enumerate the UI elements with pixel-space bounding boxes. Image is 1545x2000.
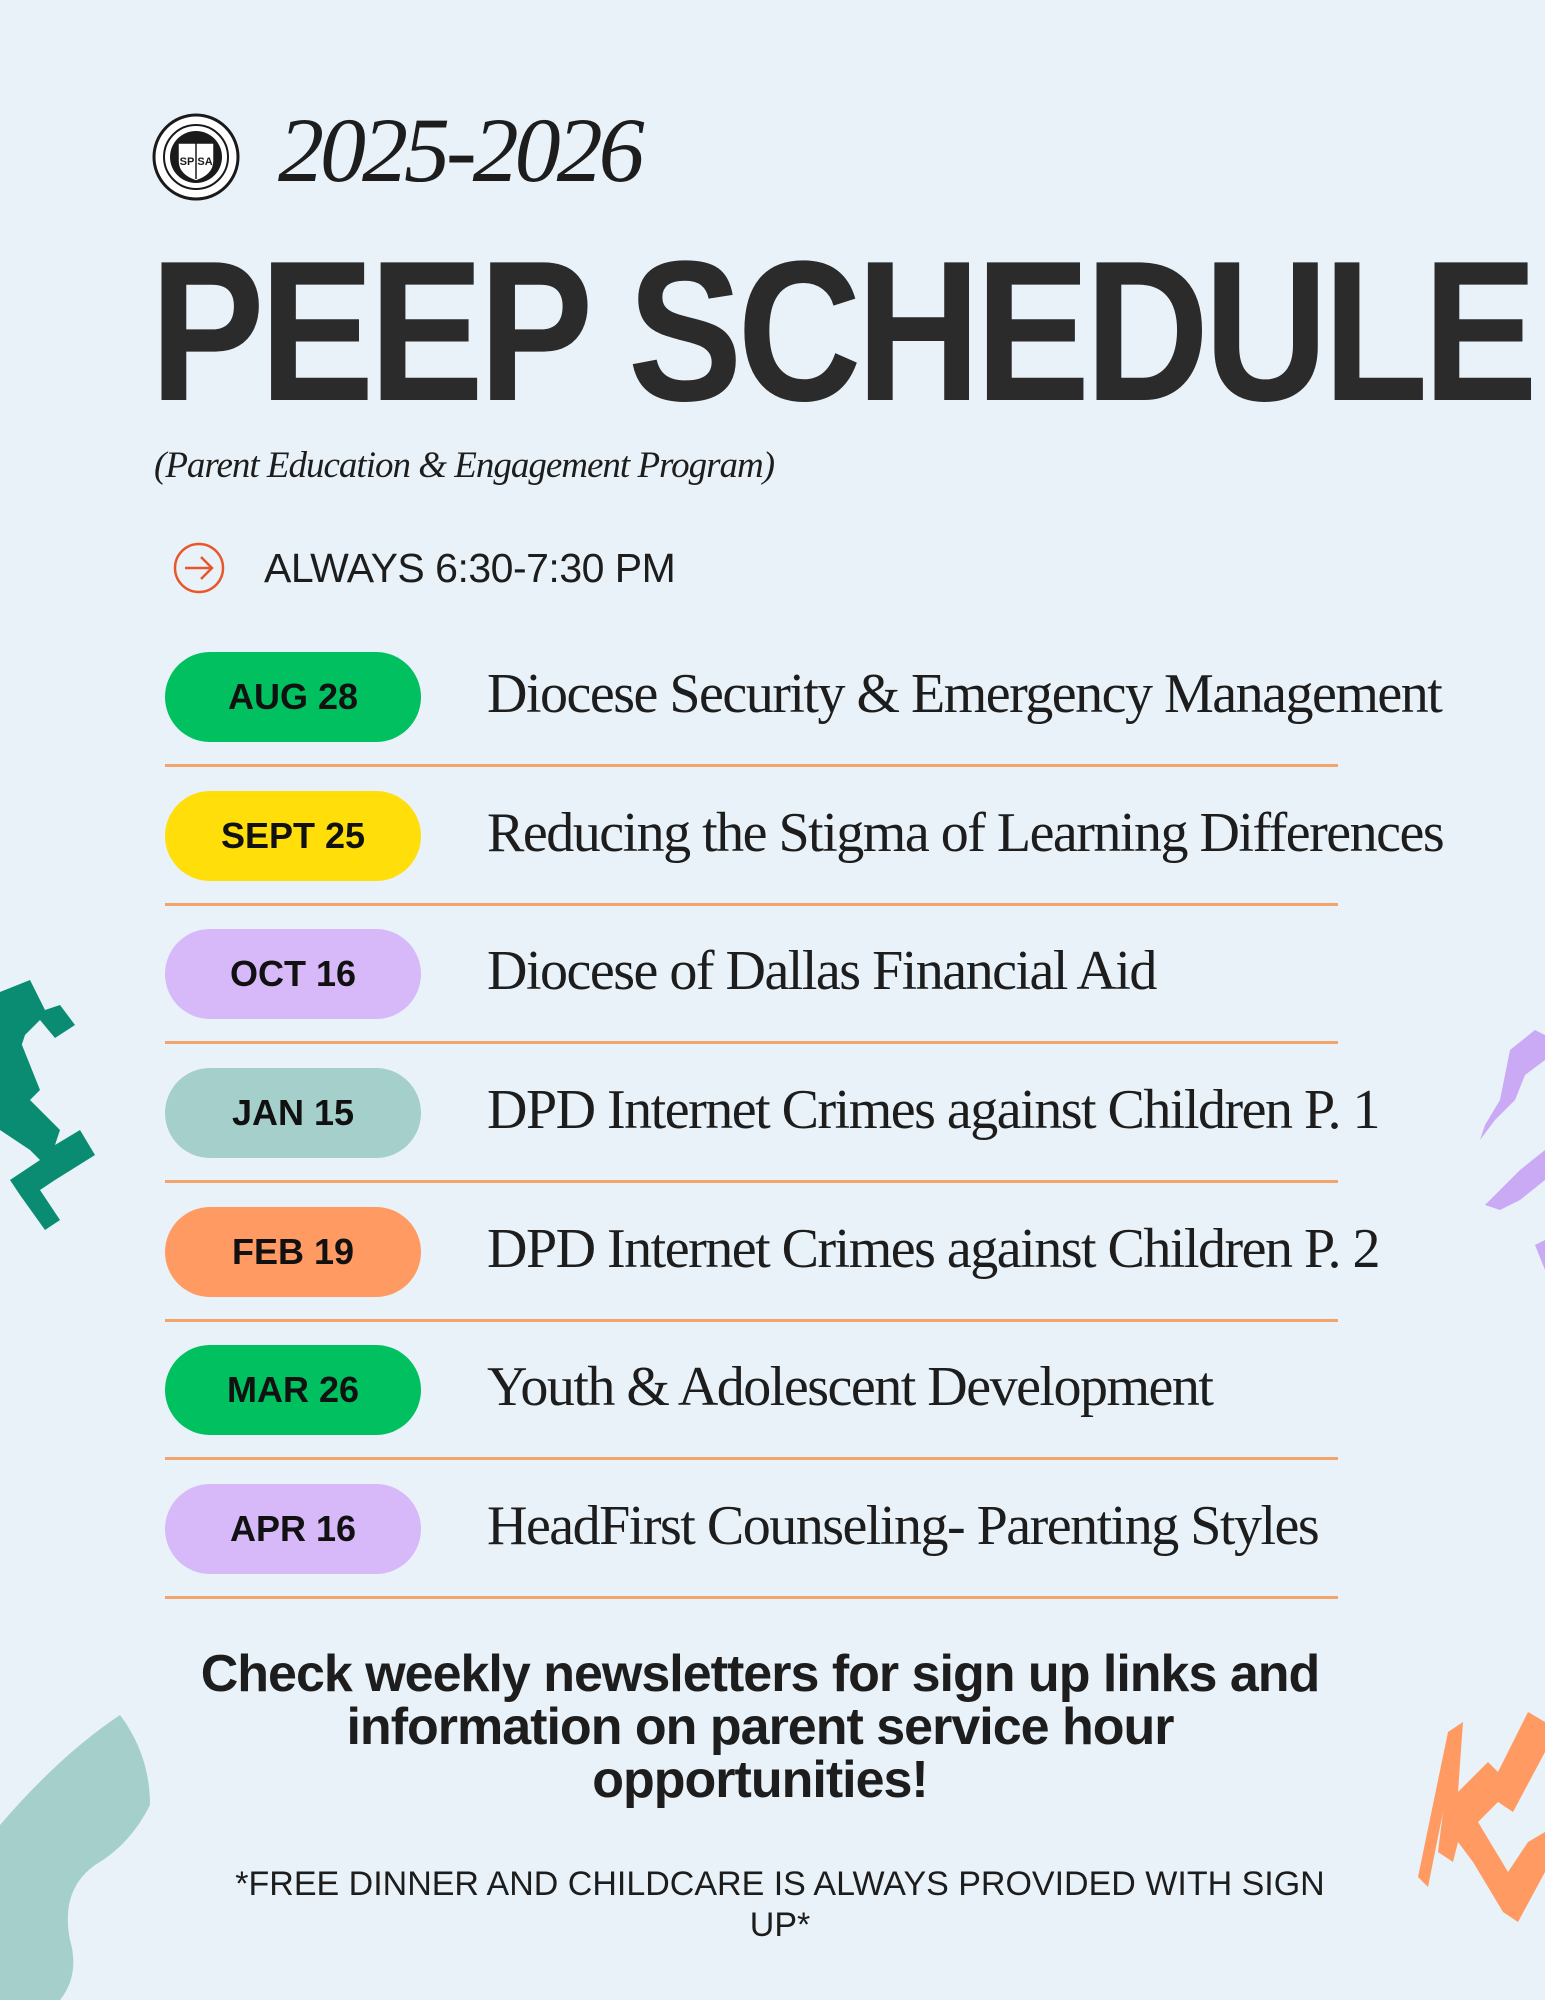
- event-schedule: [165, 652, 1465, 1623]
- event-row: [165, 1207, 1465, 1346]
- event-row: [165, 791, 1465, 930]
- meeting-time: ALWAYS 6:30-7:30 PM: [264, 544, 676, 591]
- page-subtitle: (Parent Education & Engagement Program): [154, 445, 775, 486]
- row-divider: [165, 1596, 1338, 1599]
- event-date-badge: APR 16: [165, 1484, 421, 1574]
- event-title: Diocese Security & Emergency Management: [487, 663, 1442, 725]
- event-row: [165, 652, 1465, 791]
- sage-blob-decoration: [0, 1715, 160, 2000]
- arrow-circle-icon: [172, 541, 226, 595]
- event-date-badge: FEB 19: [165, 1207, 421, 1297]
- meeting-time-row: [172, 540, 675, 596]
- event-title: DPD Internet Crimes against Children P. 2: [487, 1217, 1379, 1280]
- event-date-badge: JAN 15: [165, 1068, 421, 1158]
- row-divider: [165, 1041, 1338, 1044]
- row-divider: [165, 1319, 1338, 1322]
- page-title: PEEP SCHEDULE: [150, 220, 1533, 443]
- event-row: [165, 929, 1465, 1068]
- event-row: [165, 1068, 1465, 1207]
- event-date-badge: SEPT 25: [165, 791, 421, 881]
- purple-wave-decoration: [1480, 1030, 1545, 1270]
- row-divider: [165, 1180, 1338, 1183]
- footer-note: *FREE DINNER AND CHILDCARE IS ALWAYS PROVIDED WITH SIGN UP*: [235, 1865, 1325, 1944]
- event-row: [165, 1484, 1465, 1623]
- event-title: Reducing the Stigma of Learning Differences: [487, 801, 1444, 864]
- event-date-badge: AUG 28: [165, 652, 421, 742]
- row-divider: [165, 764, 1338, 767]
- event-title: Youth & Adolescent Development: [487, 1356, 1213, 1419]
- event-title: Diocese of Dallas Financial Aid: [487, 940, 1156, 1003]
- event-row: [165, 1345, 1465, 1484]
- row-divider: [165, 1457, 1338, 1460]
- svg-text:SP: SP: [179, 156, 195, 168]
- svg-text:SA: SA: [197, 156, 213, 168]
- event-title: DPD Internet Crimes against Children P. 1: [487, 1079, 1379, 1142]
- event-date-badge: OCT 16: [165, 929, 421, 1019]
- newsletter-note: Check weekly newsletters for sign up links and information on parent service hour opportunities!: [200, 1645, 1320, 1809]
- row-divider: [165, 903, 1338, 906]
- event-title: HeadFirst Counseling- Parenting Styles: [487, 1495, 1319, 1558]
- orange-zigzag-decoration: [1418, 1712, 1545, 1932]
- teal-zigzag-decoration: [0, 980, 130, 1230]
- event-date-badge: MAR 26: [165, 1345, 421, 1435]
- school-seal-logo: [152, 113, 240, 201]
- school-year: 2025-2026: [278, 99, 641, 201]
